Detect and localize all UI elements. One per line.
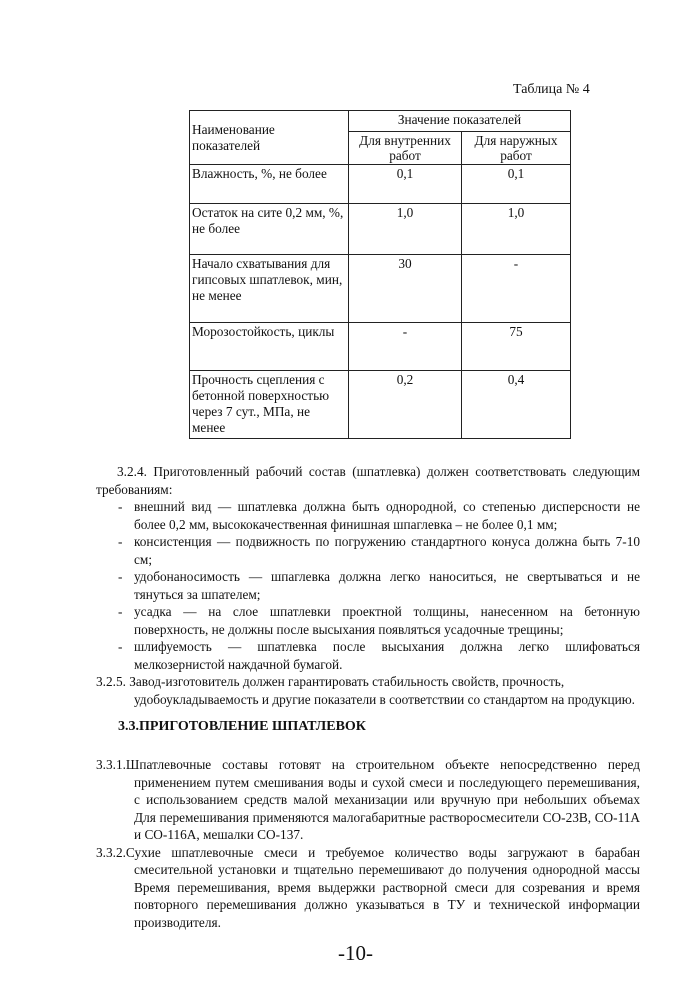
paragraph-line: тянуться за шпателем; xyxy=(134,586,261,602)
header-internal: Для внутренних работ xyxy=(349,132,462,165)
paragraph-line: Время перемешивания, время выдержки растворной смеси для созревания и время xyxy=(134,879,640,895)
table-row xyxy=(190,255,571,323)
row-external: 0,4 xyxy=(462,371,571,439)
page-number: -10- xyxy=(338,941,373,965)
row-name: Прочность сцепления с бетонной поверхностью через 7 сут., МПа, не менее xyxy=(190,371,349,439)
paragraph-line: 3.2.5. Завод-изготовитель должен гарантировать стабильность свойств, прочность, xyxy=(96,674,565,689)
header-external: Для наружных работ xyxy=(462,132,571,165)
paragraph-line: 3.2.4. Приготовленный рабочий состав (шпатлевка) должен соответствовать следующим xyxy=(117,464,640,479)
header-group: Значение показателей xyxy=(349,111,571,132)
bullet-item xyxy=(118,638,640,656)
paragraph-line: смесительной установки и тщательно перемешивают до получения однородной массы xyxy=(134,862,640,877)
paragraph-line: 3.3.2.Сухие шпатлевочные смеси и требуемое количество воды загружают в барабан xyxy=(96,844,640,860)
bullet-dash: - xyxy=(118,499,123,514)
bullet-item xyxy=(118,568,640,586)
row-name: Начало схватывания для гипсовых шпатлевок, мин, не менее xyxy=(190,255,349,323)
row-internal: 30 xyxy=(349,255,462,323)
properties-table xyxy=(189,110,571,439)
row-name: Влажность, %, не более xyxy=(190,165,349,204)
paragraph-line: применением путем смешивания воды и сухой смеси и последующего перемешивания, xyxy=(134,774,640,790)
row-external: 0,1 xyxy=(462,165,571,204)
paragraph-line: 3.3.1.Шпатлевочные составы готовят на строительном объекте непосредственно перед xyxy=(96,757,640,772)
paragraph-line: производителя. xyxy=(134,914,221,930)
body-text xyxy=(0,756,700,931)
bullet-dash: - xyxy=(118,639,123,654)
bullet-dash: - xyxy=(118,569,123,584)
row-external: - xyxy=(462,255,571,323)
bullet-item-line: усадка — на слое шпатлевки проектной толщины, нанесенном на бетонную xyxy=(134,604,640,619)
table-row xyxy=(190,165,571,204)
row-name: Остаток на сите 0,2 мм, %, не более xyxy=(190,204,349,255)
paragraph-line: удобоукладываемость и другие показатели в соответствии со стандартом на продукцию. xyxy=(134,691,635,707)
bullet-item-line: шлифуемость — шпатлевка после высыхания должна легко шлифоваться xyxy=(134,639,640,654)
body-text xyxy=(0,463,700,708)
paragraph-line: требованиям: xyxy=(96,481,173,497)
bullet-item-line: консистенция — подвижность по погружению стандартного конуса должна быть 7-10 xyxy=(134,534,640,549)
bullet-dash: - xyxy=(118,604,123,619)
row-internal: 0,2 xyxy=(349,371,462,439)
paragraph-line: и СО-116А, мешалки СО-137. xyxy=(134,827,304,842)
bullet-item xyxy=(118,533,640,551)
bullet-item-line: внешний вид — шпатлевка должна быть однородной, со степенью дисперсности не xyxy=(134,499,640,514)
row-internal: 0,1 xyxy=(349,165,462,204)
row-external: 75 xyxy=(462,323,571,371)
table-row xyxy=(190,371,571,439)
paragraph-line: с использованием средств малой механизации или вручную при небольших объемах xyxy=(134,792,640,807)
bullet-item xyxy=(118,603,640,621)
paragraph-line: поверхность, не должны после высыхания появляться усадочные трещины; xyxy=(134,621,564,637)
bullet-dash: - xyxy=(118,534,123,549)
row-internal: - xyxy=(349,323,462,371)
paragraph-line: см; xyxy=(134,551,153,567)
paragraph-line: повторного перемешивания должно указываться в ТУ и технической информации xyxy=(134,897,640,912)
row-internal: 1,0 xyxy=(349,204,462,255)
paragraph-line: мелкозернистой наждачной бумагой. xyxy=(134,656,343,672)
table-caption: Таблица № 4 xyxy=(513,82,590,97)
row-name: Морозостойкость, циклы xyxy=(190,323,349,371)
row-external: 1,0 xyxy=(462,204,571,255)
bullet-item xyxy=(118,498,640,516)
paragraph-line: более 0,2 мм, высококачественная финишная шпаглевка – не более 0,1 мм; xyxy=(134,516,558,532)
table-row xyxy=(190,204,571,255)
section-heading: 3.3.ПРИГОТОВЛЕНИЕ ШПАТЛЕВОК xyxy=(118,719,366,734)
table-row xyxy=(190,323,571,371)
paragraph-line: Для перемешивания применяются малогабаритные растворосмесители СО-23В, СО-11А xyxy=(134,809,640,825)
header-name: Наименование показателей xyxy=(190,111,349,165)
bullet-item-line: удобонаносимость — шпаглевка должна легко наноситься, не свертываться и не xyxy=(134,569,640,584)
